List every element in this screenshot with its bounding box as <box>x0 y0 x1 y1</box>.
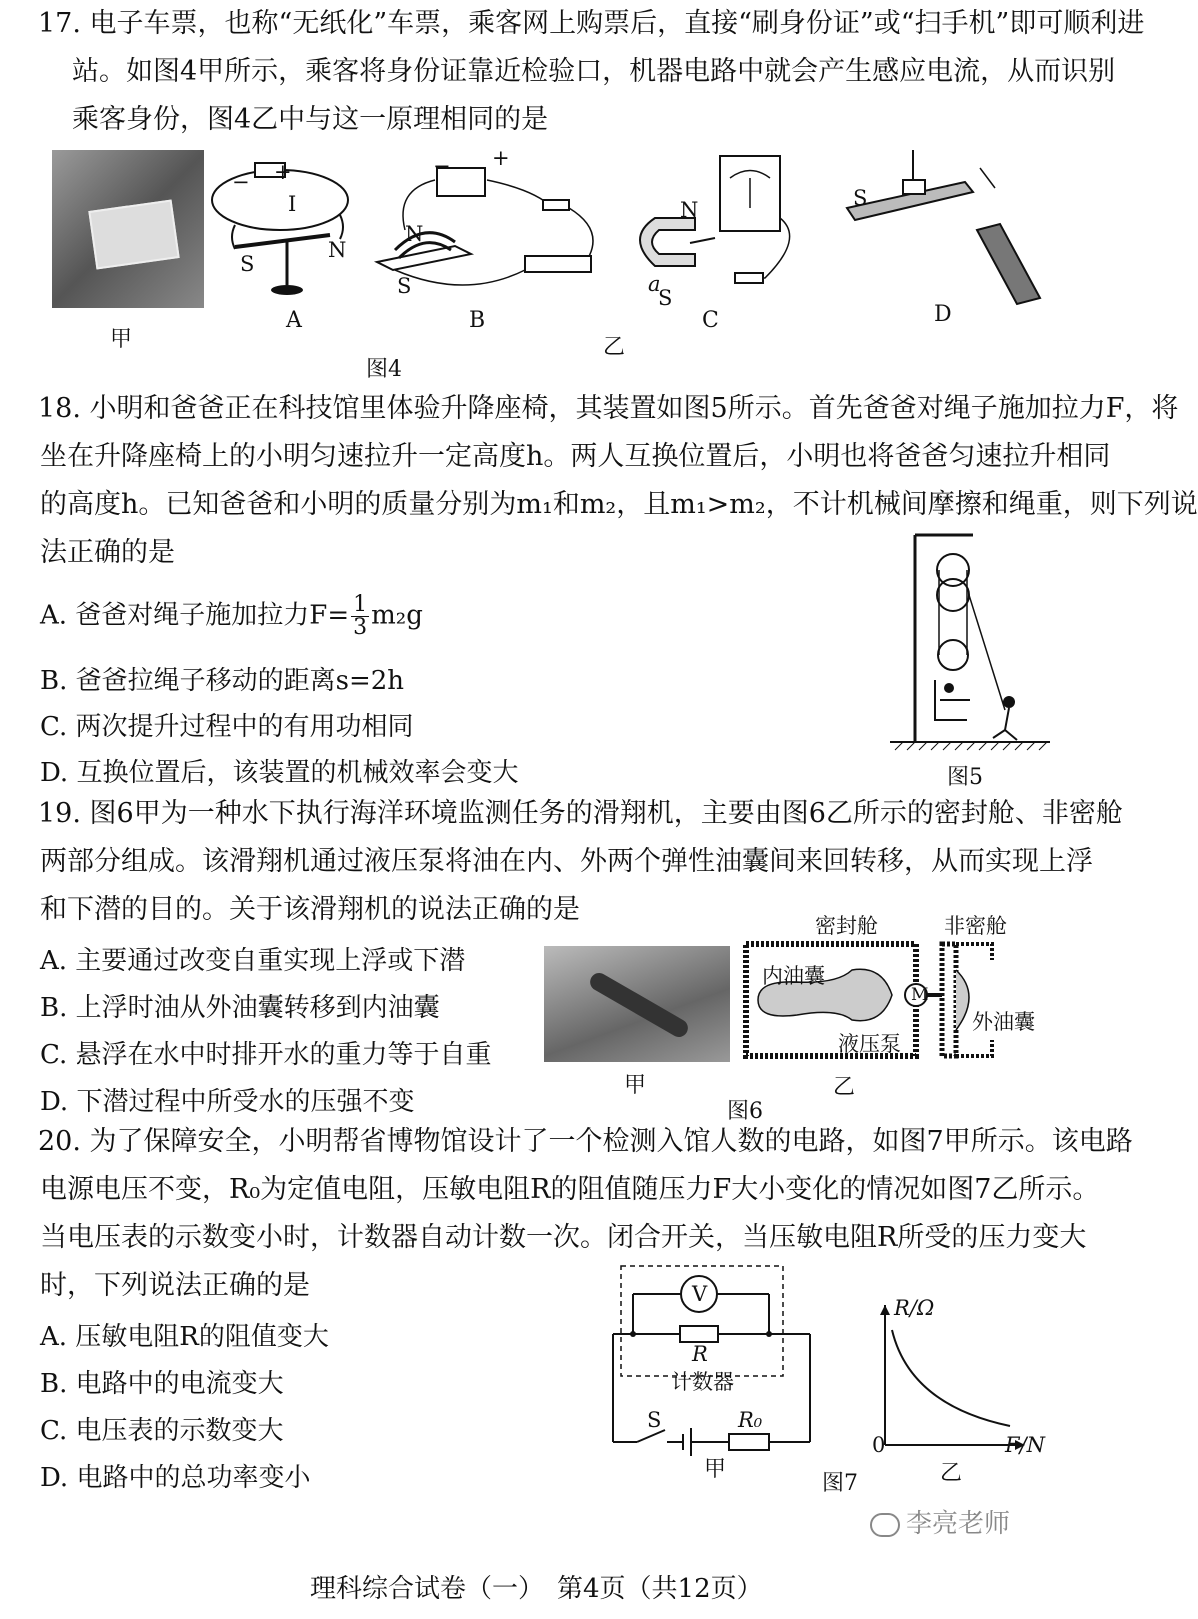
fig4-label-d: D <box>934 302 952 327</box>
fig7-counter-label: 计数器 <box>671 1370 734 1394</box>
q19-option-d: D. 下潜过程中所受水的压强不变 <box>40 1087 415 1117</box>
fig4c-n: N <box>680 198 699 222</box>
page-footer: 理科综合试卷（一） 第4页（共12页） <box>310 1574 763 1604</box>
fig4-label-b: B <box>469 308 486 333</box>
fig6-label-yi: 乙 <box>833 1075 856 1100</box>
q19-line-2: 两部分组成。该滑翔机通过液压泵将油在内、外两个弹性油囊间来回转移，从而实现上浮 <box>40 846 1093 877</box>
fig6-pump-label: 液压泵 <box>838 1032 901 1056</box>
fig4b-plus: + <box>492 146 510 170</box>
q20-line-4: 时，下列说法正确的是 <box>40 1270 310 1301</box>
q17-line-2: 站。如图4甲所示，乘客将身份证靠近检验口，机器电路中就会产生感应电流，从而识别 <box>72 56 1116 87</box>
q18-line-3: 的高度h。已知爸爸和小明的质量分别为m₁和m₂，且m₁>m₂，不计机械间摩擦和绳重，则下列说 <box>40 489 1198 520</box>
q18-option-b: B. 爸爸拉绳子移动的距离s=2h <box>40 666 405 696</box>
fig7-switch-label: S <box>647 1408 662 1432</box>
fig6-sealed-label: 密封舱 <box>815 914 878 938</box>
fig7-voltmeter-label: V <box>692 1282 708 1306</box>
fig4-label-yi: 乙 <box>603 335 626 360</box>
q17-line-3: 乘客身份，图4乙中与这一原理相同的是 <box>72 104 549 135</box>
fig4a-current-i: I <box>288 192 297 216</box>
fig4-label-c: C <box>702 308 719 333</box>
q18-option-d: D. 互换位置后，该装置的机械效率会变大 <box>40 758 519 788</box>
q20-line-2: 电源电压不变，R₀为定值电阻，压敏电阻R的阻值随压力F大小变化的情况如图7乙所示。 <box>40 1174 1100 1205</box>
fig7-caption: 图7 <box>822 1471 858 1496</box>
q19-line-3: 和下潜的目的。关于该滑翔机的说法正确的是 <box>40 894 580 925</box>
fraction-numerator: 1 <box>353 592 368 617</box>
fig6-unsealed-label: 非密舱 <box>944 914 1007 938</box>
fig4a-plus: + <box>274 160 292 184</box>
id-card-photo <box>52 150 204 308</box>
fig4a-s: S <box>240 252 255 276</box>
q18-option-a <box>40 594 423 639</box>
fig4b-minus: − <box>433 154 451 178</box>
fig7-label-jia: 甲 <box>704 1457 727 1482</box>
q20-line-1: 20. 为了保障安全，小明帮省博物馆设计了一个检测入馆人数的电路，如图7甲所示。该电路 <box>38 1126 1133 1157</box>
fig4b-n: N <box>405 222 424 246</box>
q17-line-1: 17. 电子车票，也称“无纸化”车票，乘客网上购票后，直接“刷身份证”或“扫手机”即可顺利进 <box>38 8 1145 39</box>
q18-option-c: C. 两次提升过程中的有用功相同 <box>40 712 414 742</box>
fig7-label-yi: 乙 <box>940 1461 963 1486</box>
fig6-inner-bag-label: 内油囊 <box>762 964 825 988</box>
fig6-motor-label: M <box>911 985 929 1005</box>
q19-line-1: 19. 图6甲为一种水下执行海洋环境监测任务的滑翔机，主要由图6乙所示的密封舱、非密舱 <box>38 798 1123 829</box>
fraction-one-third <box>351 594 369 639</box>
q18-option-a-prefix: A. 爸爸对绳子施加拉力F= <box>40 600 350 631</box>
fig4c-a: a <box>648 272 661 296</box>
wechat-icon <box>870 1513 900 1537</box>
fraction-denominator: 3 <box>353 615 368 640</box>
fig4b-s: S <box>397 274 412 298</box>
question-20 <box>38 1118 1133 1310</box>
q19-option-a: A. 主要通过改变自重实现上浮或下潜 <box>40 946 466 976</box>
fig4-label-a: A <box>286 308 302 333</box>
fig6-caption: 图6 <box>727 1099 763 1124</box>
q18-option-a-suffix: m₂g <box>371 600 423 631</box>
fig4d-s: S <box>853 186 868 210</box>
q18-line-2: 坐在升降座椅上的小明匀速拉升一定高度h。两人互换位置后，小明也将爸爸匀速拉升相同 <box>40 441 1111 472</box>
q20-option-d: D. 电路中的总功率变小 <box>40 1463 311 1493</box>
fig4a-n: N <box>328 238 347 262</box>
fig5-caption: 图5 <box>947 765 983 790</box>
fig4-caption: 图4 <box>366 357 402 382</box>
fig7-circuit <box>605 1262 820 1462</box>
fig7-r0-label: R₀ <box>738 1408 763 1432</box>
q19-option-c: C. 悬浮在水中时排开水的重力等于自重 <box>40 1040 492 1070</box>
fig7-x-axis-label: F/N <box>1005 1433 1046 1457</box>
fig6-outer-bag-label: 外油囊 <box>972 1010 1035 1034</box>
fig7-y-axis-label: R/Ω <box>894 1296 935 1320</box>
q20-line-3: 当电压表的示数变小时，计数器自动计数一次。闭合开关，当压敏电阻R所受的压力变大 <box>40 1222 1087 1253</box>
q18-line-1: 18. 小明和爸爸正在科技馆里体验升降座椅，其装置如图5所示。首先爸爸对绳子施加拉力F，将 <box>38 393 1179 424</box>
fig5-lift-chair <box>885 530 1055 760</box>
watermark-text: 李亮老师 <box>906 1509 1011 1539</box>
q20-option-b: B. 电路中的电流变大 <box>40 1369 284 1399</box>
watermark <box>870 1503 1010 1540</box>
underwater-glider-photo <box>544 946 730 1062</box>
fig4-option-c <box>615 148 815 308</box>
fig4-label-jia: 甲 <box>110 327 133 352</box>
q20-option-c: C. 电压表的示数变大 <box>40 1416 284 1446</box>
fig7-r-label: R <box>692 1342 708 1366</box>
q18-line-4: 法正确的是 <box>40 537 175 568</box>
q19-option-b: B. 上浮时油从外油囊转移到内油囊 <box>40 993 440 1023</box>
q20-option-a: A. 压敏电阻R的阻值变大 <box>40 1322 329 1352</box>
question-17 <box>38 0 1144 144</box>
fig4c-s: S <box>658 286 673 310</box>
fig7-r-vs-f-graph <box>870 1300 1030 1450</box>
fig4-option-d <box>845 148 1045 308</box>
fig7-origin-label: 0 <box>872 1433 886 1457</box>
fig4a-minus: − <box>232 170 250 194</box>
fig6-label-jia: 甲 <box>624 1073 647 1098</box>
